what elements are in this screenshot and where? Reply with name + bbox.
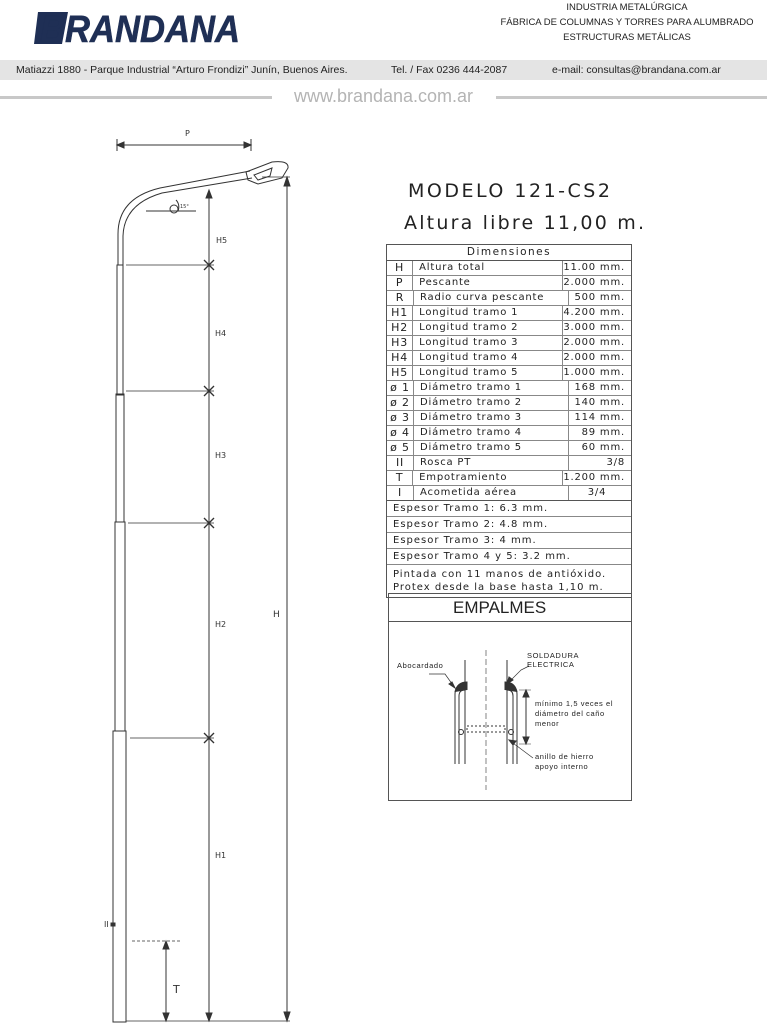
logo-text: BRANDANA: [40, 9, 240, 48]
table-row: [387, 441, 631, 456]
row-symbol: T: [387, 471, 413, 485]
row-description: Radio curva pescante: [414, 291, 569, 305]
row-description: Longitud tramo 2: [413, 321, 563, 335]
row-symbol: R: [387, 291, 414, 305]
company-line-2: FÁBRICA DE COLUMNAS Y TORRES PARA ALUMBRADO: [500, 17, 754, 28]
row-description: Diámetro tramo 2: [414, 396, 569, 410]
table-row: [387, 321, 631, 336]
table-row: [387, 411, 631, 426]
label-h3: H3: [215, 451, 227, 460]
empalme-diagram: [389, 594, 631, 800]
thickness-note-4: Espesor Tramo 4 y 5: 3.2 mm.: [387, 549, 631, 565]
row-value: 2.000 mm.: [563, 277, 625, 288]
table-row: [387, 261, 631, 276]
table-row: [387, 291, 631, 306]
row-value: 1.000 mm.: [563, 367, 625, 378]
row-description: Diámetro tramo 3: [414, 411, 569, 425]
dimensions-table: [386, 244, 632, 598]
row-value: 11.00 mm.: [563, 262, 625, 273]
row-symbol: ø 4: [387, 426, 414, 440]
anillo-line-1: anillo de hierro: [535, 752, 594, 761]
label-t: T: [173, 983, 180, 996]
row-description: Diámetro tramo 1: [414, 381, 569, 395]
label-h1: H1: [215, 851, 227, 860]
row-symbol: H1: [387, 306, 413, 320]
company-line-1: INDUSTRIA METALÚRGICA: [566, 2, 688, 13]
row-description: Altura total: [413, 261, 563, 275]
row-value: 2.000 mm.: [563, 352, 625, 363]
row-description: Acometida aérea: [414, 486, 569, 500]
row-symbol: P: [387, 276, 413, 290]
label-h5: H5: [216, 236, 228, 245]
label-rosca: II: [104, 920, 109, 929]
row-symbol: ø 2: [387, 396, 414, 410]
row-symbol: ø 1: [387, 381, 414, 395]
anillo-line-2: apoyo interno: [535, 762, 589, 771]
table-row: [387, 381, 631, 396]
minimo-label: [535, 699, 613, 729]
row-value: 140 mm.: [574, 397, 625, 408]
table-row: [387, 306, 631, 321]
thickness-note-3: Espesor Tramo 3: 4 mm.: [387, 533, 631, 549]
row-value: 3/8: [606, 457, 625, 468]
label-angle: 15°: [180, 204, 189, 210]
row-value: 114 mm.: [574, 412, 625, 423]
row-description: Longitud tramo 4: [413, 351, 563, 365]
model-title: MODELO 121-CS2: [408, 180, 613, 202]
row-description: Pescante: [413, 276, 563, 290]
company-line-3: ESTRUCTURAS METÁLICAS: [563, 32, 691, 43]
row-value: 1.200 mm.: [563, 472, 625, 483]
table-row: [387, 336, 631, 351]
table-row: [387, 471, 631, 486]
table-row: [387, 351, 631, 366]
label-p: P: [185, 129, 190, 138]
label-h: H: [273, 610, 280, 620]
email-link[interactable]: e-mail: consultas@brandana.com.ar: [552, 64, 721, 76]
minimo-line-2: diámetro del caño: [535, 709, 605, 718]
row-value: 89 mm.: [581, 427, 625, 438]
height-title: Altura libre 11,00 m.: [404, 212, 647, 234]
row-description: Longitud tramo 5: [413, 366, 563, 380]
table-row: [387, 426, 631, 441]
row-value: 168 mm.: [574, 382, 625, 393]
soldadura-label: [527, 651, 579, 669]
row-symbol: H5: [387, 366, 413, 380]
paint-note-2: Protex desde la base hasta 1,10 m.: [393, 582, 604, 593]
row-value: 4.200 mm.: [563, 307, 625, 318]
table-row: [387, 396, 631, 411]
row-symbol: ø 5: [387, 441, 414, 455]
thickness-note-2: Espesor Tramo 2: 4.8 mm.: [387, 517, 631, 533]
paint-note-1: Pintada con 11 manos de antióxido.: [393, 569, 607, 580]
row-description: Diámetro tramo 5: [414, 441, 569, 455]
label-h2: H2: [215, 620, 227, 629]
table-row: [387, 366, 631, 381]
soldadura-line-1: SOLDADURA: [527, 651, 580, 660]
row-description: Rosca PT: [414, 456, 569, 470]
row-symbol: H2: [387, 321, 413, 335]
address-text: Matiazzi 1880 - Parque Industrial “Arturo Frondizi” Junín, Buenos Aires.: [16, 64, 348, 76]
row-value: 60 mm.: [581, 442, 625, 453]
row-symbol: II: [387, 456, 414, 470]
anillo-label: [535, 752, 594, 772]
phone-text: Tel. / Fax 0236 444-2087: [391, 64, 508, 76]
empalmes-box: [388, 593, 632, 801]
abocardado-label: Abocardado: [397, 661, 444, 670]
row-symbol: I: [387, 486, 414, 500]
label-h4: H4: [215, 329, 227, 338]
row-description: Longitud tramo 1: [413, 306, 563, 320]
row-value: 3/4: [587, 487, 607, 498]
row-symbol: ø 3: [387, 411, 414, 425]
thickness-note-1: Espesor Tramo 1: 6.3 mm.: [387, 501, 631, 517]
soldadura-line-2: ELECTRICA: [527, 660, 575, 669]
table-row: [387, 486, 631, 501]
row-symbol: H3: [387, 336, 413, 350]
row-symbol: H4: [387, 351, 413, 365]
row-description: Empotramiento: [413, 471, 563, 485]
minimo-line-3: menor: [535, 719, 560, 728]
row-description: Longitud tramo 3: [413, 336, 563, 350]
website-link[interactable]: www.brandana.com.ar: [293, 86, 474, 106]
row-symbol: H: [387, 261, 413, 275]
minimo-line-1: mínimo 1,5 veces el: [535, 699, 614, 708]
row-value: 3.000 mm.: [563, 322, 625, 333]
row-value: 2.000 mm.: [563, 337, 625, 348]
table-row: [387, 456, 631, 471]
empalmes-title: EMPALMES: [389, 594, 631, 622]
table-row: [387, 276, 631, 291]
table-header: Dimensiones: [387, 245, 631, 261]
row-description: Diámetro tramo 4: [414, 426, 569, 440]
row-value: 500 mm.: [574, 292, 625, 303]
